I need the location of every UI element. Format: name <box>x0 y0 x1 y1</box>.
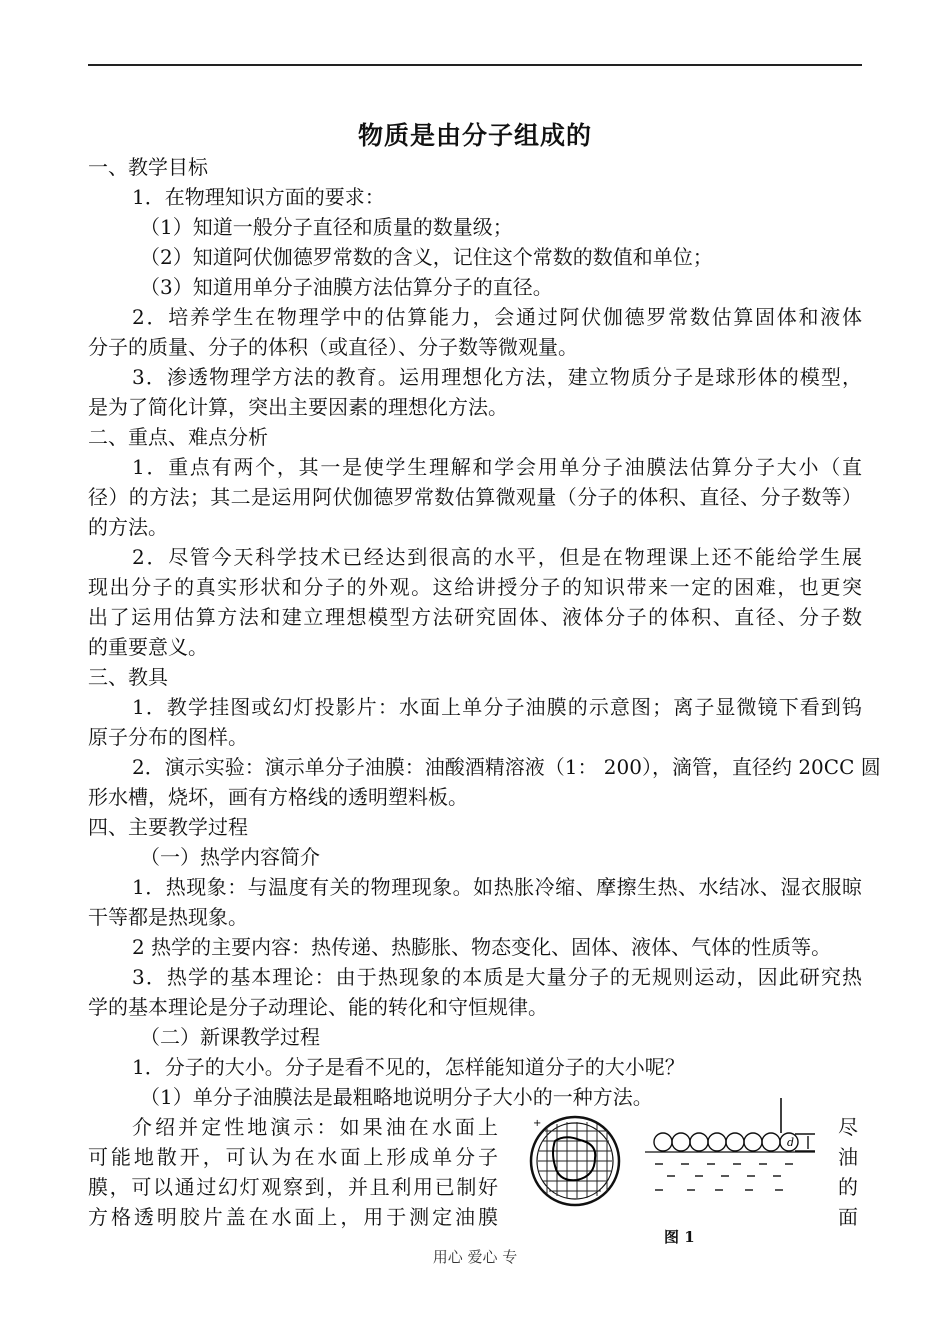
paragraph-line: 1．重点有两个，其一是使学生理解和学会用单分子油膜法估算分子大小（直 <box>132 455 862 479</box>
paragraph-line: 出了运用估算方法和建立理想模型方法研究固体、液体分子的体积、直径、分子数 <box>88 605 862 629</box>
right-char: 油 <box>838 1145 858 1169</box>
section-heading-3: 三、教具 <box>88 665 168 689</box>
paragraph-line: 分子的质量、分子的体积（或直径）、分子数等微观量。 <box>88 335 578 359</box>
paragraph-line: 1．教学挂图或幻灯投影片：水面上单分子油膜的示意图；离子显微镜下看到钨 <box>132 695 862 719</box>
paragraph-line: 径）的方法；其二是运用阿伏伽德罗常数估算微观量（分子的体积、直径、分子数等） <box>88 485 862 509</box>
paragraph-line: 2．尽管今天科学技术已经达到很高的水平，但是在物理课上还不能给学生展 <box>132 545 862 569</box>
paragraph-line: 原子分布的图样。 <box>88 725 248 749</box>
thickness-label: d <box>787 1136 795 1149</box>
right-char: 的 <box>838 1175 858 1199</box>
wrap-line: 方格透明胶片盖在水面上，用于测定油膜 <box>88 1205 498 1229</box>
subsection-heading: （一）热学内容简介 <box>140 845 320 869</box>
section-heading-2: 二、重点、难点分析 <box>88 425 268 449</box>
paragraph-line: 1．热现象：与温度有关的物理现象。如热胀冷缩、摩擦生热、水结冰、湿衣服晾 <box>132 875 862 899</box>
paragraph-line: 现出分子的真实形状和分子的外观。这给讲授分子的知识带来一定的困难，也更突 <box>88 575 862 599</box>
paragraph-line: 2．培养学生在物理学中的估算能力，会通过阿伏伽德罗常数估算固体和液体 <box>132 305 862 329</box>
paragraph-line: 1．在物理知识方面的要求： <box>132 185 385 209</box>
wrap-line: 介绍并定性地演示：如果油在水面上 <box>132 1115 498 1139</box>
paragraph-line: 的重要意义。 <box>88 635 208 659</box>
page-title: 物质是由分子组成的 <box>357 121 592 150</box>
right-char: 面 <box>838 1205 858 1229</box>
paragraph-line: 2．演示实验：演示单分子油膜：油酸酒精溶液（1： 200），滴管，直径约 20CC 圆 <box>132 755 881 779</box>
figure-caption: 图 1 <box>664 1228 695 1246</box>
right-char: 尽 <box>838 1115 858 1139</box>
paragraph-line: （1）单分子油膜法是最粗略地说明分子大小的一种方法。 <box>140 1085 653 1109</box>
svg-text:+: + <box>533 1118 542 1129</box>
subsection-heading: （二）新课教学过程 <box>140 1025 320 1049</box>
paragraph-line: 1．分子的大小。分子是看不见的，怎样能知道分子的大小呢？ <box>132 1055 685 1079</box>
paragraph-line: （2）知道阿伏伽德罗常数的含义，记住这个常数的数值和单位； <box>140 245 713 269</box>
section-heading-4: 四、主要教学过程 <box>88 815 248 839</box>
oil-film-diagram <box>525 1096 825 1226</box>
paragraph-line: 3．热学的基本理论：由于热现象的本质是大量分子的无规则运动，因此研究热 <box>132 965 862 989</box>
paragraph-line: 形水槽，烧坏，画有方格线的透明塑料板。 <box>88 785 468 809</box>
paragraph-line: 干等都是热现象。 <box>88 905 248 929</box>
wrap-line: 可能地散开，可认为在水面上形成单分子 <box>88 1145 498 1169</box>
paragraph-line: （3）知道用单分子油膜方法估算分子的直径。 <box>140 275 553 299</box>
grid-trough-drawing <box>531 1117 619 1205</box>
paragraph-line: 学的基本理论是分子动理论、能的转化和守恒规律。 <box>88 995 548 1019</box>
page-footer: 用心 爱心 专 <box>432 1248 518 1266</box>
paragraph-line: 的方法。 <box>88 515 168 539</box>
header-rule <box>88 64 862 66</box>
paragraph-line: 3．渗透物理学方法的教育。运用理想化方法，建立物质分子是球形体的模型， <box>132 365 862 389</box>
paragraph-line: 2 热学的主要内容：热传递、热膨胀、物态变化、固体、液体、气体的性质等。 <box>132 935 832 959</box>
section-heading-1: 一、教学目标 <box>88 155 208 179</box>
wrap-line: 膜，可以通过幻灯观察到，并且利用已制好 <box>88 1175 498 1199</box>
paragraph-line: 是为了简化计算，突出主要因素的理想化方法。 <box>88 395 508 419</box>
paragraph-line: （1）知道一般分子直径和质量的数量级； <box>140 215 513 239</box>
